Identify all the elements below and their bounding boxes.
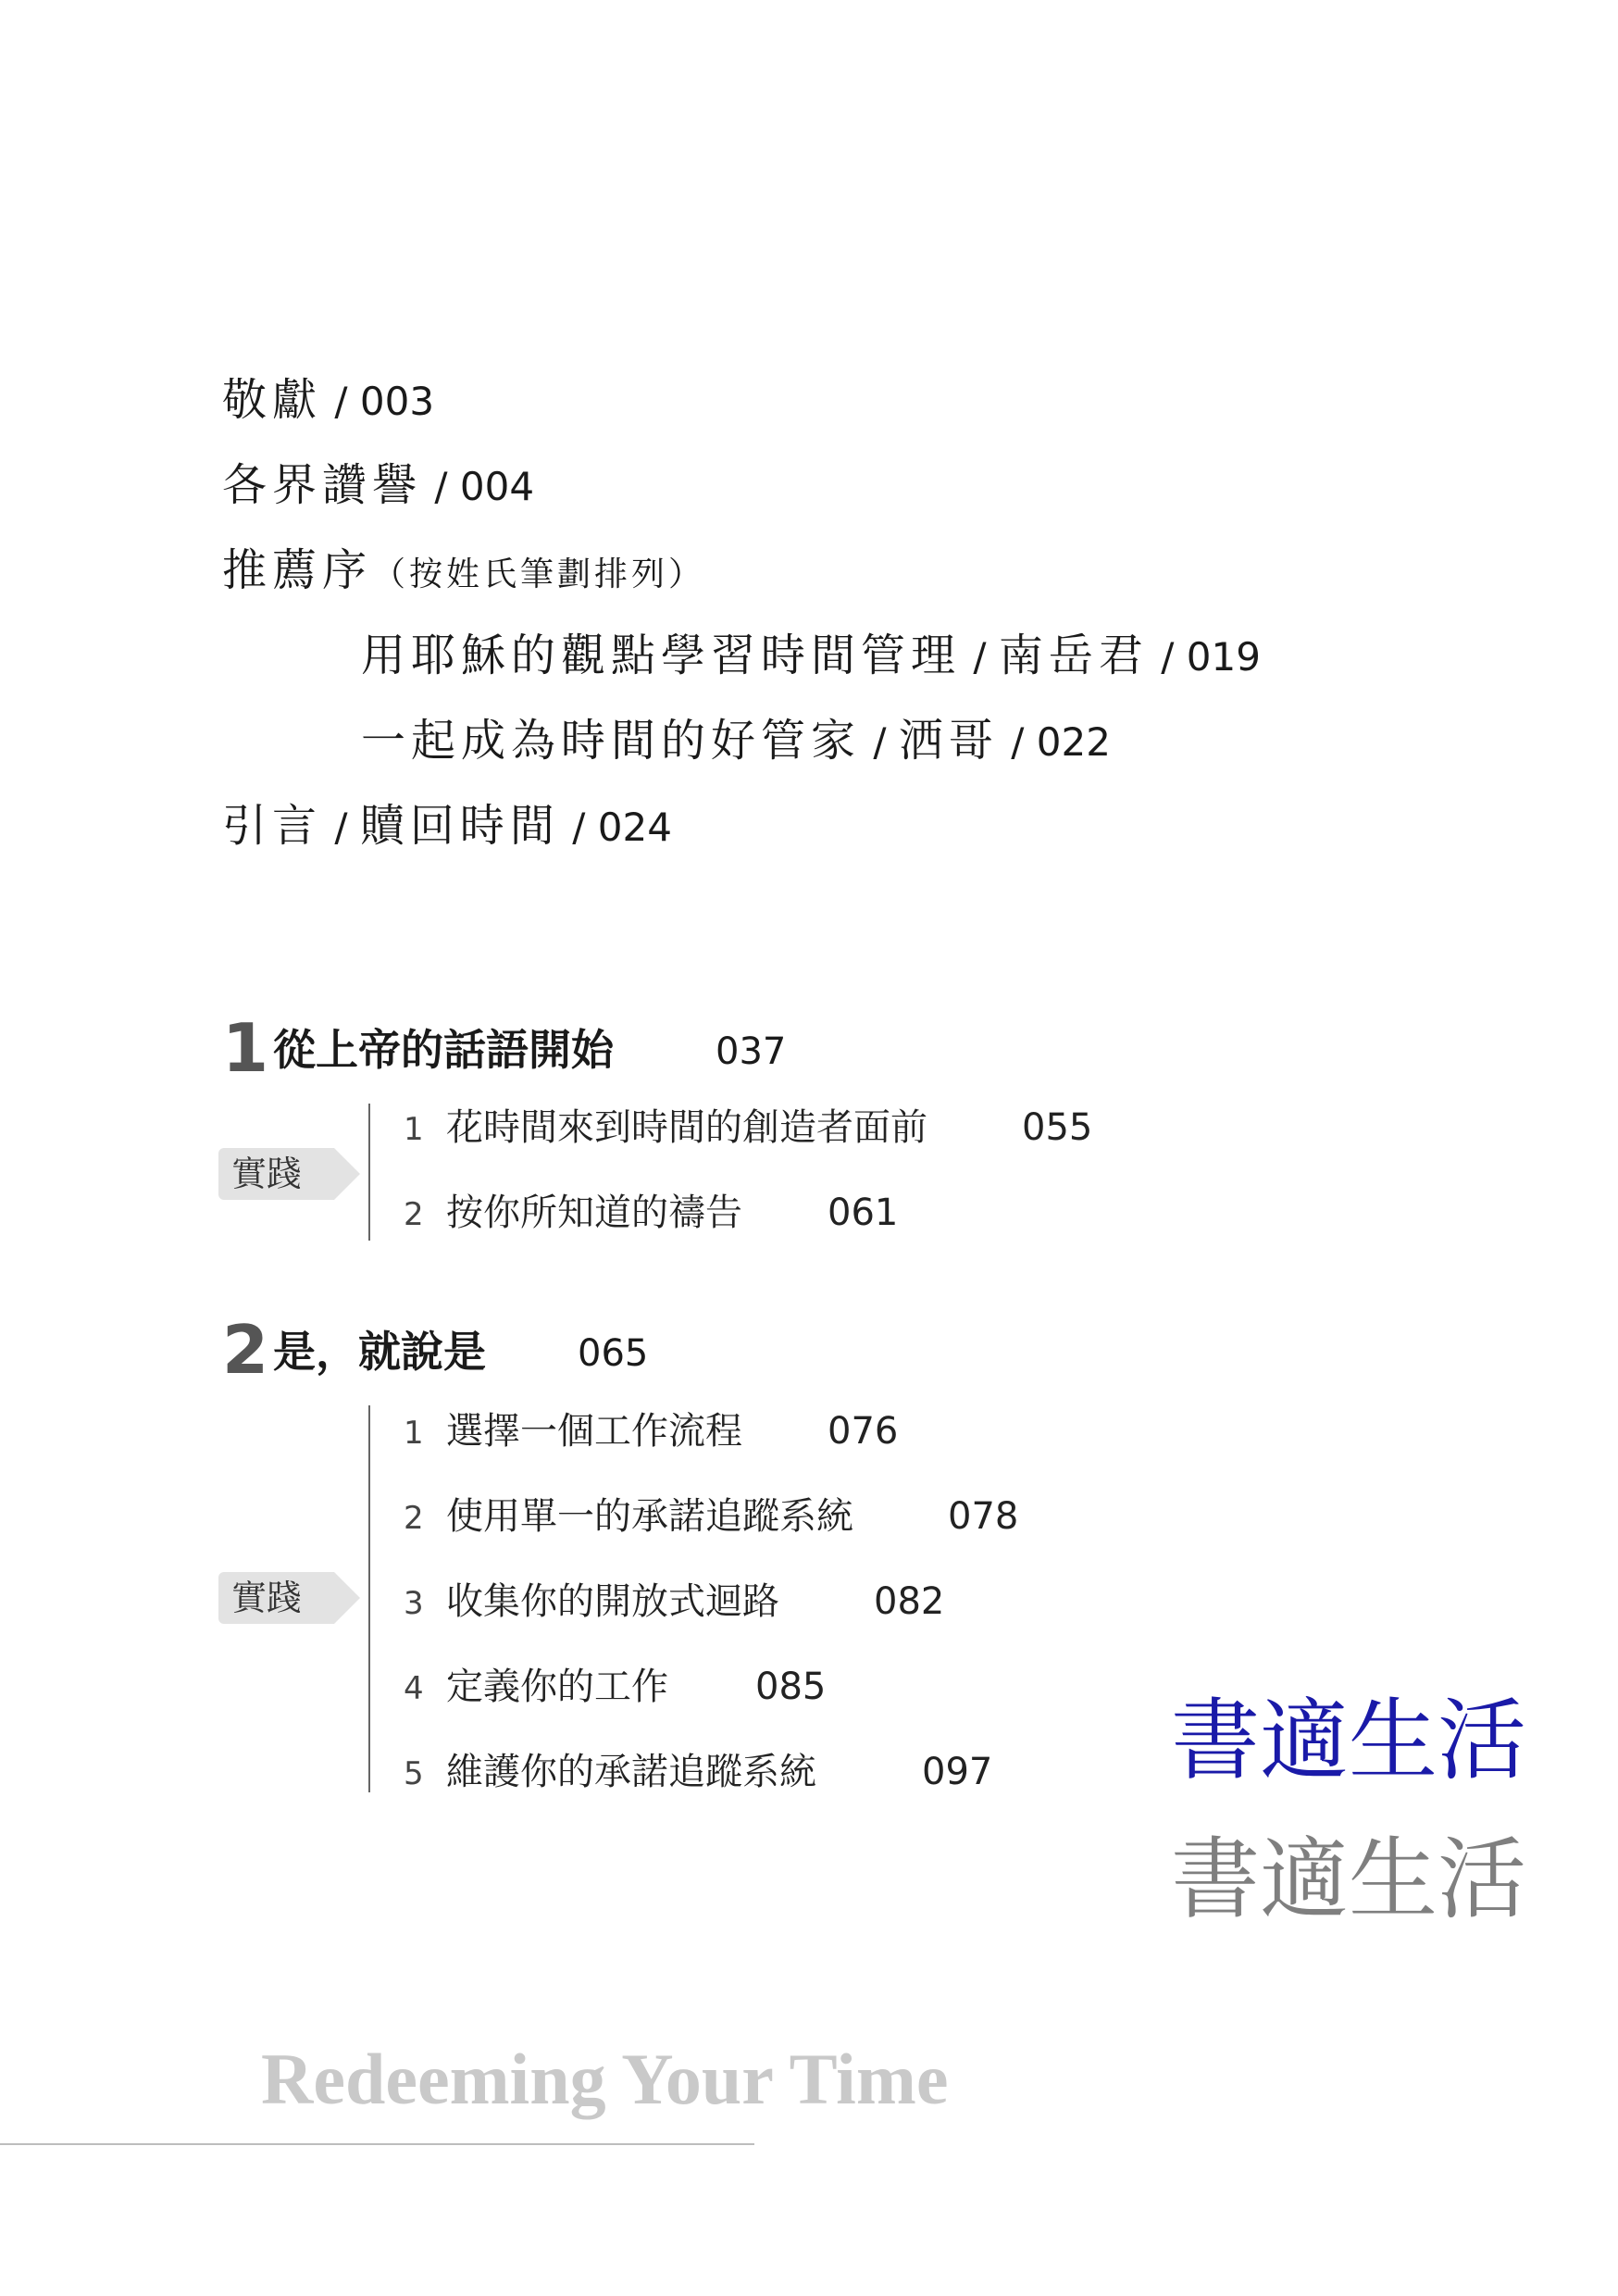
entry-note: （按姓氏筆劃排列） (372, 555, 706, 593)
section-number: 2 (404, 1500, 424, 1537)
section-2-3[interactable] (404, 1576, 1144, 1629)
section-page: 085 (755, 1666, 827, 1708)
chapter-2-bracket-line (368, 1405, 370, 1792)
chapter-1-bracket-line (368, 1104, 370, 1241)
section-title: 使用單一的承諾追蹤系統 (446, 1495, 853, 1538)
section-1-1[interactable] (404, 1102, 1144, 1155)
section-2-2[interactable] (404, 1491, 1144, 1544)
section-page: 097 (922, 1751, 993, 1793)
entry-title: 各界讚譽 (222, 459, 423, 511)
separator: / (422, 464, 460, 509)
section-title: 收集你的開放式迴路 (446, 1580, 779, 1623)
chapter-page: 037 (716, 1030, 787, 1073)
separator: / (559, 805, 598, 850)
toc-entry-foreword-2[interactable] (361, 713, 1111, 770)
section-title: 維護你的承諾追蹤系統 (446, 1751, 816, 1793)
page-number: 022 (1036, 719, 1111, 765)
separator: / (322, 805, 360, 850)
page-number: 024 (597, 805, 672, 850)
section-page: 078 (948, 1495, 1019, 1538)
section-title: 定義你的工作 (446, 1666, 668, 1708)
section-2-4[interactable] (404, 1661, 1144, 1715)
practice-badge (218, 1148, 357, 1200)
section-2-1[interactable] (404, 1405, 1144, 1459)
chapter-title: 是，就說是 (273, 1327, 486, 1377)
section-number: 5 (404, 1755, 424, 1792)
section-page: 076 (828, 1410, 899, 1453)
section-title: 花時間來到時間的創造者面前 (446, 1106, 927, 1149)
practice-badge-label: 實踐 (231, 1578, 303, 1618)
entry-title: 推薦序 (222, 544, 373, 596)
section-number: 2 (404, 1196, 424, 1233)
section-page: 055 (1022, 1106, 1093, 1149)
entry-title: 引言 (222, 800, 323, 852)
chapter-page: 065 (578, 1332, 649, 1375)
page-number: 019 (1186, 634, 1261, 680)
section-page: 082 (874, 1580, 945, 1623)
separator: / (322, 379, 360, 424)
separator: / (861, 719, 899, 765)
section-title: 按你所知道的禱告 (446, 1192, 742, 1234)
section-1-2[interactable] (404, 1187, 1144, 1241)
separator: / (1148, 634, 1187, 680)
page-number: 003 (359, 379, 435, 424)
book-title-watermark: Redeeming Your Time (261, 2039, 949, 2119)
practice-badge-label: 實踐 (231, 1154, 303, 1194)
entry-subtitle: 贖回時間 (359, 800, 560, 852)
chapter-number: 1 (222, 1009, 269, 1087)
section-number: 1 (404, 1111, 424, 1148)
toc-entry-dedication[interactable] (222, 372, 434, 430)
chapter-title: 從上帝的話語開始 (273, 1025, 614, 1075)
chapter-1-heading[interactable] (222, 1011, 870, 1085)
section-number: 4 (404, 1670, 424, 1707)
section-2-5[interactable] (404, 1746, 1144, 1800)
bottom-rule (0, 2143, 754, 2145)
toc-entry-forewords (222, 543, 705, 603)
chapter-2-heading[interactable] (222, 1313, 870, 1387)
entry-author: 洒哥 (898, 715, 999, 767)
toc-entry-praise[interactable] (222, 457, 534, 515)
entry-title: 用耶穌的觀點學習時間管理 (361, 630, 962, 681)
separator: / (961, 634, 999, 680)
section-page: 061 (828, 1192, 899, 1234)
chapter-number: 2 (222, 1311, 269, 1389)
separator: / (998, 719, 1037, 765)
brand-logo-blue: 書適生活 (1171, 1689, 1526, 1792)
toc-entry-introduction[interactable] (222, 798, 672, 855)
toc-entry-foreword-1[interactable] (361, 628, 1261, 685)
section-number: 3 (404, 1585, 424, 1622)
entry-title: 敬獻 (222, 374, 323, 426)
practice-badge (218, 1572, 357, 1624)
entry-title: 一起成為時間的好管家 (361, 715, 862, 767)
section-number: 1 (404, 1415, 424, 1452)
brand-logo-gray: 書適生活 (1171, 1828, 1526, 1931)
section-title: 選擇一個工作流程 (446, 1410, 742, 1453)
entry-author: 南岳君 (998, 630, 1149, 681)
page-number: 004 (459, 464, 535, 509)
